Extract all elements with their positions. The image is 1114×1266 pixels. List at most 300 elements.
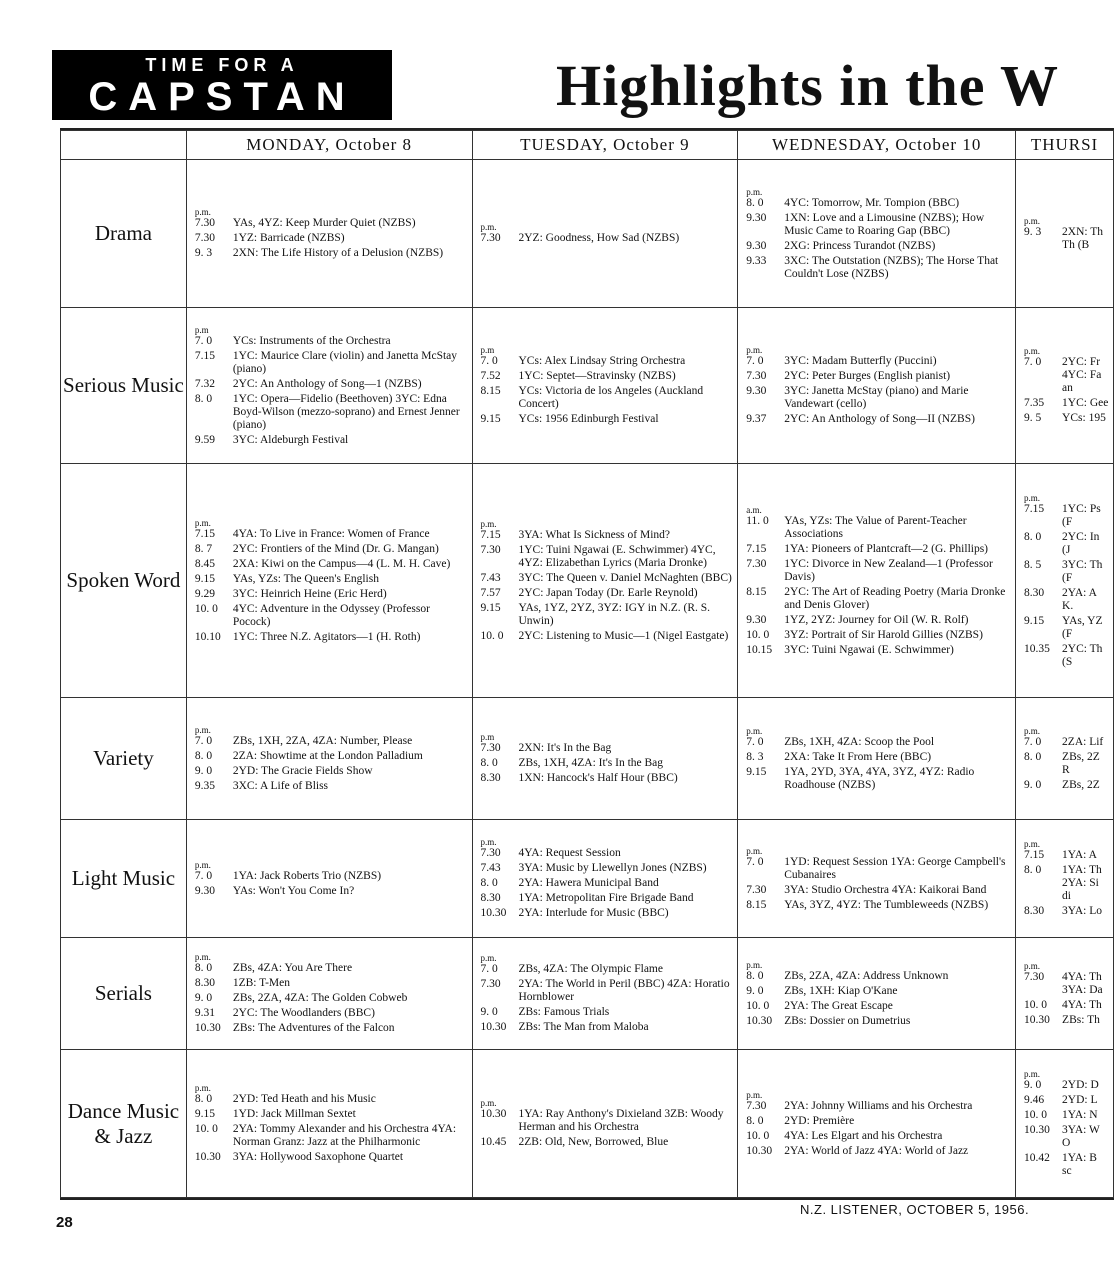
programme-title: ZBs, 1XH: Kiap O'Kane [784, 984, 898, 997]
day-cell [738, 698, 1016, 820]
programme-entry [746, 614, 1011, 627]
programme-title: 4YA: Th [1062, 998, 1102, 1011]
time-period-label: p.m. [1024, 492, 1041, 503]
programme-time: 7. 0 [746, 855, 764, 868]
programme-time: 9. 3 [1024, 225, 1042, 238]
programme-title: 2YD: D [1062, 1079, 1099, 1091]
time-period-label: p.m. [1024, 725, 1041, 736]
programme-title: ZBs: The Man from Maloba [518, 1021, 649, 1033]
programme-time: 8. 0 [746, 1114, 764, 1127]
programme-time: 9.33 [746, 254, 767, 267]
programme-entry [481, 907, 734, 920]
programme-time: 8. 3 [746, 750, 764, 763]
programme-time: 8.15 [480, 385, 501, 397]
programme-time: 8. 0 [1024, 750, 1042, 763]
programme-title: 2ZB: Old, New, Borrowed, Blue [518, 1136, 669, 1148]
programme-entry [1024, 1124, 1109, 1150]
time-period-label: p.m. [746, 959, 763, 970]
programme-entry [1024, 736, 1109, 749]
programme-entry [481, 742, 734, 755]
programme-time: 10.30 [1024, 1013, 1050, 1026]
programme-title: ZBs: Famous Trials [518, 1006, 610, 1018]
programme-title: 1YA: N [1062, 1109, 1098, 1121]
programme-entry [481, 385, 734, 411]
programme-title: 1YA: Ray Anthony's Dixieland 3ZB: Woody Herman and his Orchestra [518, 1108, 724, 1133]
programme-time: 8. 0 [1024, 530, 1042, 543]
programme-entry [746, 985, 1011, 998]
programme-title: 4YA: To Live in France: Women of France [232, 527, 430, 540]
programme-title: 1YA, 2YD, 3YA, 4YA, 3YZ, 4YZ: Radio Roadhouse (NZBS) [784, 765, 975, 791]
time-period-label: p.m. [194, 952, 211, 962]
programme-title: 3YA: Hollywood Saxophone Quartet [232, 1151, 404, 1163]
programme-title: 2YA: The World in Peril (BBC) 4ZA: Horatio Hornblower [518, 978, 730, 1003]
time-period-label: p.m. [480, 837, 497, 847]
programme-title: YAs, 3YZ, 4YZ: The Tumbleweeds (NZBS) [784, 898, 989, 911]
corner-cell [61, 131, 187, 160]
programme-time: 9.30 [746, 613, 767, 626]
programme-entry [1024, 1109, 1109, 1122]
day-header: THURSI [1016, 131, 1114, 160]
day-cell [738, 820, 1016, 938]
programme-title: 1YC: Tuini Ngawai (E. Schwimmer) 4YC, 4YZ: Elizabethan Lyrics (Maria Dronke) [518, 543, 716, 569]
programme-entry [746, 1015, 1011, 1028]
programme-time: 9.15 [480, 601, 501, 614]
programme-time: 10. 0 [194, 602, 218, 615]
programme-title: 2YC: The Art of Reading Poetry (Maria Dronke and Denis Glover) [784, 585, 1006, 611]
day-cell [738, 1050, 1016, 1198]
programme-entry [481, 978, 734, 1004]
programme-time: 10.30 [194, 1022, 221, 1034]
programme-title: ZBs: Th [1062, 1013, 1100, 1026]
programme-title: 2YD: The Gracie Fields Show [232, 764, 373, 777]
day-cell [738, 938, 1016, 1050]
programme-title: ZBs, 4ZA: You Are There [232, 962, 353, 974]
day-cell [1016, 938, 1114, 1050]
programme-entry [195, 780, 468, 793]
day-cell [1016, 160, 1114, 308]
programme-entry [481, 1021, 734, 1034]
programme-time: 9. 0 [194, 992, 213, 1004]
programme-title: 2XA: Take It From Here (BBC) [784, 750, 932, 763]
programme-title: 3YC: Heinrich Heine (Eric Herd) [232, 587, 387, 600]
day-cell [186, 464, 472, 698]
programme-title: ZBs, 2Z [1062, 778, 1100, 791]
programme-time: 7.30 [480, 742, 501, 754]
time-period-label: p.m. [746, 345, 763, 355]
programme-title: 2YA: Johnny Williams and his Orchestra [784, 1099, 973, 1112]
programme-time: 7.15 [194, 349, 215, 362]
programme-entry [1024, 503, 1109, 529]
programme-title: YAs, YZs: The Value of Parent-Teacher Associations [784, 514, 967, 540]
programme-time: 7. 0 [746, 355, 764, 367]
time-period-label: p.m. [194, 517, 211, 528]
programme-time: 9.29 [194, 587, 215, 600]
programme-title: YCs: 1956 Edinburgh Festival [518, 413, 659, 425]
programme-time: 8. 0 [194, 392, 213, 405]
programme-title: 1YD: Request Session 1YA: George Campbell's Cubanaires [784, 855, 1006, 881]
programme-title: 3YC: Janetta McStay (piano) and Marie Vandewart (cello) [784, 385, 969, 410]
programme-entry [746, 543, 1011, 556]
programme-time: 7.15 [1024, 849, 1045, 861]
programme-entry [195, 335, 468, 348]
schedule-table [60, 130, 1114, 1198]
magazine-credit: N.Z. LISTENER, OCTOBER 5, 1956. [800, 1202, 1030, 1217]
programme-time: 9.15 [480, 413, 501, 425]
programme-title: 1YA: Jack Roberts Trio (NZBS) [232, 869, 382, 882]
programme-title: 2YC: Fr 4YC: Fa an [1062, 356, 1102, 394]
programme-title: YCs: Victoria de los Angeles (Auckland Concert) [518, 385, 704, 410]
category-label: Serials [61, 938, 187, 1050]
programme-title: 2YC: An Anthology of Song—1 (NZBS) [232, 377, 422, 390]
programme-time: 10.30 [1024, 1124, 1050, 1136]
time-period-label: p.m. [1024, 346, 1041, 356]
programme-time: 11. 0 [746, 514, 769, 527]
programme-time: 8.15 [746, 898, 767, 911]
programme-entry [195, 1151, 468, 1164]
programme-entry [746, 644, 1011, 657]
programme-time: 10.45 [480, 1136, 507, 1148]
category-row [61, 938, 1114, 1050]
programme-entry [195, 1022, 468, 1035]
day-cell [186, 820, 472, 938]
programme-time: 8. 5 [1024, 558, 1042, 571]
day-header: TUESDAY, October 9 [472, 131, 738, 160]
programme-time: 9. 0 [1024, 1079, 1042, 1091]
programme-time: 7.15 [746, 542, 767, 555]
programme-entry [746, 586, 1011, 612]
time-period-label: p.m. [480, 222, 497, 232]
programme-time: 7.30 [746, 557, 767, 570]
day-cell [186, 698, 472, 820]
capstan-advert-banner [52, 50, 392, 120]
programme-entry [481, 877, 734, 890]
day-cell [738, 464, 1016, 698]
programme-entry [1024, 1152, 1109, 1178]
programme-time: 10.10 [194, 630, 221, 643]
programme-title: 2YC: Peter Burges (English pianist) [784, 370, 951, 382]
programme-title: YAs, 1YZ, 2YZ, 3YZ: IGY in N.Z. (R. S. Unwin) [518, 601, 711, 627]
programme-time: 10.30 [480, 907, 507, 919]
programme-title: YCs: Alex Lindsay String Orchestra [518, 355, 686, 367]
day-cell [1016, 308, 1114, 464]
programme-time: 8.30 [1024, 905, 1045, 917]
programme-title: 1YA: B sc [1062, 1152, 1097, 1177]
programme-entry [746, 515, 1011, 541]
programme-time: 7.15 [194, 527, 215, 540]
programme-time: 10. 0 [480, 629, 504, 642]
programme-entry [1024, 999, 1109, 1012]
programme-title: 3YC: Tuini Ngawai (E. Schwimmer) [784, 643, 954, 656]
day-cell [472, 308, 738, 464]
programme-time: 9.30 [194, 884, 215, 897]
day-cell [738, 308, 1016, 464]
programme-title: 2YC: The Woodlanders (BBC) [232, 1007, 375, 1019]
programme-time: 8.45 [194, 557, 215, 570]
programme-entry [195, 765, 468, 778]
day-header: MONDAY, October 8 [186, 131, 472, 160]
programme-entry [746, 736, 1011, 749]
programme-entry [195, 1123, 468, 1149]
programme-title: 2YZ: Goodness, How Sad (NZBS) [518, 232, 680, 244]
time-period-label: p.m. [194, 724, 211, 735]
programme-entry [195, 247, 468, 260]
programme-title: YAs: Won't You Come In? [232, 884, 355, 897]
day-cell [472, 464, 738, 698]
programme-time: 9.30 [746, 385, 767, 397]
day-cell [472, 938, 738, 1050]
programme-time: 9.15 [194, 1108, 215, 1120]
programme-time: 9.35 [194, 779, 215, 792]
programme-entry [746, 212, 1011, 238]
programme-entry [481, 529, 734, 542]
programme-time: 7.30 [480, 978, 501, 990]
category-row [61, 820, 1114, 938]
programme-time: 7.30 [746, 883, 767, 896]
day-cell [472, 160, 738, 308]
programme-time: 10.30 [746, 1014, 773, 1027]
programme-title: 1YC: Gee [1062, 397, 1109, 409]
programme-time: 7.15 [480, 528, 501, 541]
programme-time: 7.57 [480, 586, 501, 599]
programme-title: 3YA: Studio Orchestra 4YA: Kaikorai Band [784, 883, 987, 896]
day-cell [1016, 820, 1114, 938]
programme-title: 2YA: Interlude for Music (BBC) [518, 907, 669, 919]
programme-title: 3YA: What Is Sickness of Mind? [518, 528, 671, 541]
programme-title: 1YA: Metropolitan Fire Brigade Band [518, 892, 694, 904]
programme-entry [195, 434, 468, 447]
programme-entry [195, 885, 468, 898]
programme-entry [195, 232, 468, 245]
programme-title: 2YC: An Anthology of Song—II (NZBS) [784, 413, 975, 425]
programme-title: 3YA: Lo [1062, 905, 1102, 917]
programme-entry [481, 963, 734, 976]
day-cell [738, 160, 1016, 308]
programme-entry [195, 962, 468, 975]
day-cell [472, 698, 738, 820]
programme-entry [195, 393, 468, 432]
programme-title: 3YA: Music by Llewellyn Jones (NZBS) [518, 862, 707, 874]
programme-title: ZBs, 2ZA, 4ZA: Address Unknown [784, 969, 949, 982]
time-period-label: p.m. [746, 186, 763, 197]
time-period-label: p.m. [194, 1083, 211, 1093]
programme-time: 8.30 [480, 892, 501, 904]
programme-time: 10. 0 [746, 999, 770, 1012]
programme-entry [1024, 849, 1109, 862]
programme-entry [195, 750, 468, 763]
time-period-label: p.m. [1024, 1069, 1041, 1079]
programme-entry [195, 735, 468, 748]
programme-time: 10. 0 [194, 1123, 218, 1135]
programme-time: 7.32 [194, 377, 215, 390]
programme-entry [481, 370, 734, 383]
programme-title: 3YC: The Queen v. Daniel McNaghten (BBC) [518, 571, 732, 584]
programme-title: 1YC: Septet—Stravinsky (NZBS) [518, 370, 676, 382]
time-period-label: p.m. [480, 953, 497, 963]
programme-time: 7.35 [1024, 397, 1045, 409]
programme-title: 3YC: Aldeburgh Festival [232, 433, 349, 446]
programme-entry [195, 1108, 468, 1121]
programme-time: 10.42 [1024, 1152, 1050, 1164]
programme-entry [195, 528, 468, 541]
programme-title: 1XN: Hancock's Half Hour (BBC) [518, 772, 678, 784]
programme-title: 1YD: Jack Millman Sextet [232, 1108, 356, 1120]
programme-entry [1024, 356, 1109, 395]
programme-time: 10.35 [1024, 642, 1050, 655]
category-row [61, 464, 1114, 698]
programme-time: 7. 0 [746, 735, 764, 748]
programme-time: 8. 7 [194, 542, 213, 555]
programme-entry [746, 899, 1011, 912]
category-label: Variety [61, 698, 187, 820]
programme-entry [1024, 559, 1109, 585]
programme-time: 9. 0 [746, 984, 764, 997]
programme-entry [746, 1100, 1011, 1113]
programme-title: YCs: Instruments of the Orchestra [232, 334, 391, 347]
programme-entry [1024, 905, 1109, 918]
programme-time: 7.43 [480, 571, 501, 584]
programme-entry [1024, 412, 1109, 425]
programme-time: 7. 0 [480, 963, 498, 975]
programme-time: 9. 0 [1024, 778, 1042, 791]
time-period-label: p.m. [746, 845, 763, 856]
programme-entry [746, 970, 1011, 983]
programme-title: ZBs, 2ZA, 4ZA: The Golden Cobweb [232, 992, 408, 1004]
programme-entry [746, 385, 1011, 411]
programme-title: 2YC: Th (S [1062, 642, 1103, 668]
programme-time: 7. 0 [194, 334, 213, 347]
programme-title: YAs, YZs: The Queen's English [232, 572, 379, 585]
programme-title: ZBs, 1XH, 4ZA: Scoop the Pool [784, 735, 935, 748]
category-label: Drama [61, 160, 187, 308]
day-cell [186, 308, 472, 464]
programme-title: 1ZB: T-Men [232, 977, 291, 989]
programme-title: 2YC: Japan Today (Dr. Earle Reynold) [518, 586, 698, 599]
programme-entry [481, 413, 734, 426]
programme-title: 2YC: Listening to Music—1 (Nigel Eastgate) [518, 629, 729, 642]
programme-title: 1YA: Th 2YA: Si di [1062, 864, 1102, 902]
programme-time: 8. 0 [194, 749, 213, 762]
programme-title: 2YA: World of Jazz 4YA: World of Jazz [784, 1144, 969, 1157]
time-period-label: a.m. [746, 504, 762, 515]
programme-entry [481, 862, 734, 875]
programme-time: 7.30 [480, 543, 501, 556]
programme-title: 4YC: Tomorrow, Mr. Tompion (BBC) [784, 196, 960, 209]
programme-entry [195, 992, 468, 1005]
programme-time: 10.30 [480, 1108, 507, 1120]
programme-title: 2YD: L [1062, 1094, 1098, 1106]
programme-title: 1YZ, 2YZ: Journey for Oil (W. R. Rolf) [784, 613, 969, 626]
programme-entry [746, 370, 1011, 383]
programme-title: 2YD: Première [784, 1114, 855, 1127]
day-cell [186, 1050, 472, 1198]
programme-title: 1YZ: Barricade (NZBS) [232, 232, 345, 244]
programme-time: 10.15 [746, 643, 773, 656]
programme-title: YCs: 195 [1062, 412, 1106, 424]
programme-entry [481, 355, 734, 368]
programme-title: 2XA: Kiwi on the Campus—4 (L. M. H. Cave) [232, 557, 451, 570]
programme-entry [481, 772, 734, 785]
day-header: WEDNESDAY, October 10 [738, 131, 1016, 160]
category-label: Light Music [61, 820, 187, 938]
programme-entry [481, 1006, 734, 1019]
schedule-grid [60, 128, 1114, 1200]
programme-time: 7. 0 [1024, 356, 1042, 368]
programme-entry [195, 217, 468, 230]
programme-entry [195, 378, 468, 391]
programme-entry [195, 573, 468, 586]
programme-entry [1024, 587, 1109, 613]
programme-title: 3YA: W O [1062, 1124, 1100, 1149]
programme-entry [746, 884, 1011, 897]
programme-entry [1024, 1094, 1109, 1107]
programme-title: YAs, YZ (F [1062, 614, 1103, 640]
programme-entry [746, 1115, 1011, 1128]
day-cell [1016, 464, 1114, 698]
programme-time: 9.30 [746, 211, 767, 224]
programme-time: 8. 0 [1024, 864, 1042, 876]
programme-title: 1YC: Ps (F [1062, 502, 1101, 528]
programme-title: 3YC: Madam Butterfly (Puccini) [784, 355, 937, 367]
programme-time: 9. 3 [194, 247, 213, 259]
programme-title: 2YA: The Great Escape [784, 999, 893, 1012]
programme-time: 7.30 [194, 232, 215, 244]
programme-entry [195, 631, 468, 644]
programme-time: 8. 0 [746, 196, 764, 209]
day-cell [472, 820, 738, 938]
programme-entry [1024, 1079, 1109, 1092]
programme-entry [1024, 751, 1109, 777]
banner-line-2: CAPSTAN [88, 75, 356, 119]
programme-entry [1024, 971, 1109, 997]
page-headline: Highlights in the W [556, 53, 1059, 118]
time-period-label: p.m. [480, 1098, 497, 1108]
programme-entry [1024, 226, 1109, 252]
programme-time: 7.30 [480, 232, 501, 244]
programme-entry [481, 1136, 734, 1149]
programme-time: 10. 0 [746, 628, 770, 641]
programme-title: ZBs, 2Z R [1062, 750, 1100, 776]
programme-entry [481, 1108, 734, 1134]
programme-entry [195, 1093, 468, 1106]
category-label: Spoken Word [61, 464, 187, 698]
programme-time: 7.52 [480, 370, 501, 382]
programme-time: 7. 0 [194, 869, 213, 882]
page-number: 28 [56, 1214, 73, 1231]
programme-entry [746, 629, 1011, 642]
programme-entry [195, 588, 468, 601]
banner-line-1: TIME FOR A [145, 55, 299, 75]
programme-time: 7.30 [746, 1099, 767, 1112]
programme-title: 2YA: Tommy Alexander and his Orchestra 4YA: Norman Granz: Jazz at the Philharmonic [232, 1123, 457, 1148]
programme-title: 2YA: Hawera Municipal Band [518, 877, 659, 889]
programme-entry [195, 870, 468, 883]
programme-time: 10. 0 [1024, 998, 1048, 1011]
programme-title: ZBs: The Adventures of the Falcon [232, 1022, 395, 1034]
programme-entry [746, 856, 1011, 882]
programme-entry [195, 350, 468, 376]
category-row [61, 698, 1114, 820]
programme-entry [481, 544, 734, 570]
programme-title: 4YC: Adventure in the Odyssey (Professor Pocock) [232, 602, 430, 628]
programme-time: 7. 0 [1024, 735, 1042, 748]
programme-title: 4YA: Th 3YA: Da [1062, 970, 1103, 996]
programme-entry [746, 1000, 1011, 1013]
programme-entry [481, 847, 734, 860]
programme-entry [746, 1130, 1011, 1143]
time-period-label: p.m. [480, 518, 497, 529]
programme-time: 8. 0 [746, 969, 764, 982]
programme-entry [1024, 643, 1109, 669]
